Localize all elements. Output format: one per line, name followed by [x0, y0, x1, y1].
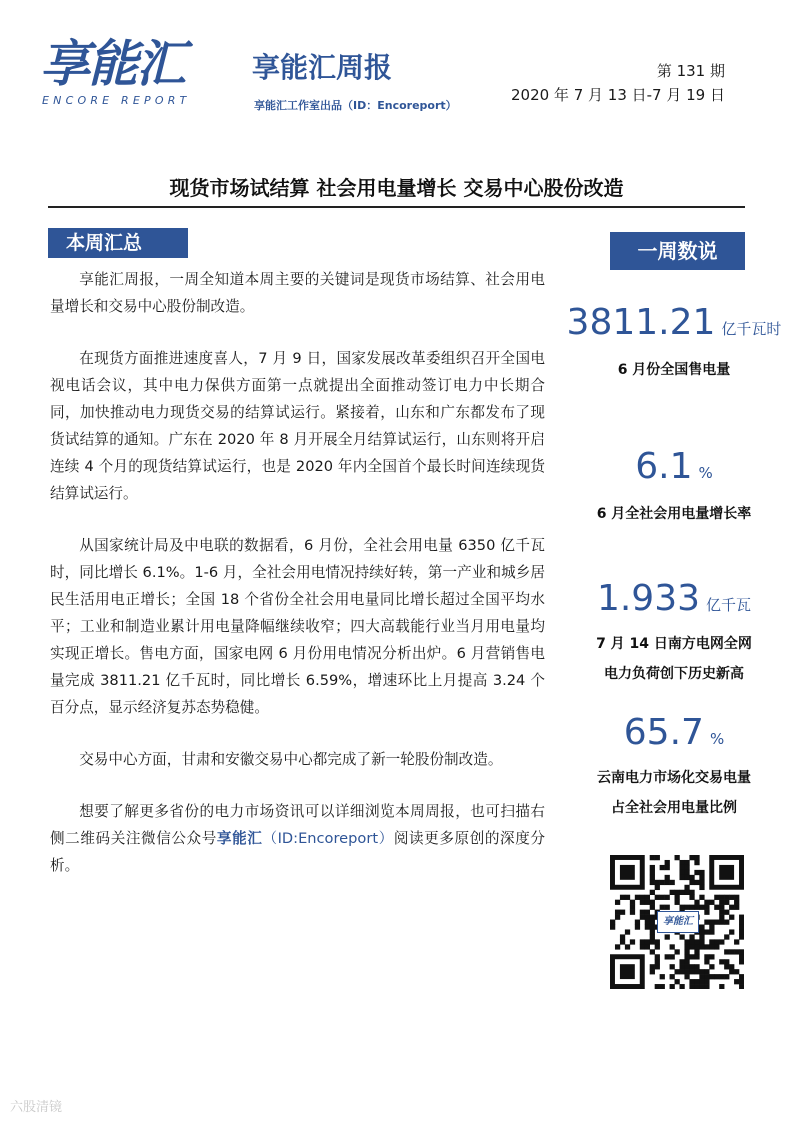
qr-module: [719, 915, 724, 920]
qr-module: [689, 875, 694, 880]
qr-module: [684, 969, 689, 974]
qr-module: [699, 905, 704, 910]
qr-module: [694, 944, 699, 949]
qr-module: [655, 959, 660, 964]
qr-module: [675, 890, 680, 895]
qr-module: [694, 870, 699, 875]
qr-module: [650, 865, 655, 870]
qr-module: [640, 900, 645, 905]
stat-market-share: [555, 712, 793, 823]
qr-module: [645, 920, 650, 925]
stat-peak-load: [555, 578, 793, 689]
qr-module: [704, 979, 709, 984]
qr-module: [739, 984, 744, 989]
qr-module: [655, 944, 660, 949]
qr-module: [679, 934, 684, 939]
qr-module: [699, 880, 704, 885]
qr-module: [699, 875, 704, 880]
qr-module: [684, 974, 689, 979]
qr-module: [699, 974, 704, 979]
qr-module: [679, 860, 684, 865]
watermark: 六股清镜: [10, 1100, 63, 1115]
qr-module: [625, 929, 630, 934]
qr-module: [645, 900, 650, 905]
stat-unit: 亿千瓦时: [721, 320, 782, 338]
qr-module: [699, 939, 704, 944]
qr-module: [729, 949, 734, 954]
qr-module: [729, 905, 734, 910]
headline: 现货市场试结算 社会用电量增长 交易中心股份改造: [169, 176, 624, 200]
qr-module: [675, 900, 680, 905]
brand-subtitle: 享能汇工作室出品（ID：Encoreport）: [254, 99, 457, 112]
qr-module: [650, 949, 655, 954]
qr-module: [645, 895, 650, 900]
qr-module: [679, 890, 684, 895]
qr-module: [655, 984, 660, 989]
paragraph-4: 交易中心方面，甘肃和安徽交易中心都完成了新一轮股份制改造。: [79, 751, 503, 768]
qr-module: [694, 979, 699, 984]
qr-module: [655, 954, 660, 959]
qr-module: [610, 920, 615, 925]
qr-module: [655, 880, 660, 885]
qr-module: [709, 924, 714, 929]
qr-module: [734, 905, 739, 910]
qr-module: [694, 860, 699, 865]
qr-module: [714, 944, 719, 949]
qr-module: [704, 905, 709, 910]
qr-module: [724, 895, 729, 900]
qr-module: [724, 949, 729, 954]
qr-module: [689, 964, 694, 969]
qr-module: [729, 969, 734, 974]
qr-finder-pattern: [620, 865, 635, 880]
qr-module: [689, 934, 694, 939]
qr-module: [650, 934, 655, 939]
qr-module: [684, 959, 689, 964]
qr-module: [714, 939, 719, 944]
qr-module: [679, 984, 684, 989]
qr-module: [640, 910, 645, 915]
qr-module: [704, 959, 709, 964]
qr-module: [684, 939, 689, 944]
qr-module: [704, 984, 709, 989]
qr-module: [670, 984, 675, 989]
qr-module: [709, 974, 714, 979]
qr-module: [724, 959, 729, 964]
qr-module: [719, 895, 724, 900]
section-tag-summary: 本周汇总: [48, 228, 188, 258]
qr-center-logo: 享能汇: [657, 911, 699, 933]
qr-module: [724, 920, 729, 925]
date-range: 2020 年 7 月 13 日-7 月 19 日: [511, 86, 725, 104]
qr-module: [684, 865, 689, 870]
qr-module: [675, 969, 680, 974]
qr-module: [645, 924, 650, 929]
qr-module: [694, 949, 699, 954]
qr-module: [640, 895, 645, 900]
qr-module: [734, 969, 739, 974]
qr-module: [734, 895, 739, 900]
qr-module: [689, 979, 694, 984]
qr-module: [739, 934, 744, 939]
qr-module: [704, 969, 709, 974]
qr-module: [729, 964, 734, 969]
qr-module: [679, 969, 684, 974]
qr-module: [670, 880, 675, 885]
stat-label: 云南电力市场化交易电量: [597, 770, 751, 786]
qr-module: [694, 905, 699, 910]
paragraph-5-text-a: 想要了解更多省份的电力市场资讯可以详细浏览本周周报，也可扫描右侧二维码关注微信公众号: [50, 803, 545, 847]
qr-module: [665, 895, 670, 900]
qr-module: [709, 944, 714, 949]
qr-module: [734, 949, 739, 954]
qr-module: [684, 954, 689, 959]
qr-module: [645, 910, 650, 915]
stat-value: 3811.21: [566, 302, 716, 343]
qr-module: [660, 895, 665, 900]
qr-module: [645, 915, 650, 920]
qr-module: [650, 929, 655, 934]
qr-module: [704, 910, 709, 915]
qr-module: [704, 929, 709, 934]
qr-module: [625, 944, 630, 949]
qr-module: [610, 924, 615, 929]
qr-module: [689, 954, 694, 959]
qr-module: [615, 900, 620, 905]
qr-module: [734, 979, 739, 984]
qr-module: [665, 905, 670, 910]
qr-module: [719, 920, 724, 925]
qr-module: [694, 984, 699, 989]
qr-module: [630, 939, 635, 944]
qr-module: [699, 929, 704, 934]
qr-module: [660, 984, 665, 989]
qr-module: [655, 885, 660, 890]
qr-module: [729, 915, 734, 920]
stat-national-sales: [555, 302, 793, 385]
stat-label-line-2: 电力负荷创下历史新高: [604, 666, 744, 682]
qr-module: [640, 915, 645, 920]
qr-module: [635, 895, 640, 900]
qr-module: [650, 964, 655, 969]
qr-module: [665, 860, 670, 865]
qr-module: [620, 934, 625, 939]
qr-module: [660, 865, 665, 870]
qr-module: [650, 875, 655, 880]
stat-value: 65.7: [623, 712, 704, 753]
qr-module: [739, 915, 744, 920]
qr-module: [650, 924, 655, 929]
qr-module: [675, 855, 680, 860]
qr-module: [704, 920, 709, 925]
qr-module: [650, 915, 655, 920]
qr-module: [689, 880, 694, 885]
qr-module: [714, 905, 719, 910]
qr-module: [670, 890, 675, 895]
qr-module: [630, 905, 635, 910]
qr-module: [655, 964, 660, 969]
qr-module: [684, 890, 689, 895]
qr-module: [670, 944, 675, 949]
qr-module: [660, 974, 665, 979]
qr-module: [655, 855, 660, 860]
qr-module: [620, 895, 625, 900]
qr-module: [650, 880, 655, 885]
headline-divider: [48, 206, 745, 208]
qr-module: [684, 949, 689, 954]
qr-module: [739, 974, 744, 979]
qr-module: [699, 934, 704, 939]
qr-module: [689, 895, 694, 900]
qr-module: [689, 890, 694, 895]
qr-module: [679, 964, 684, 969]
qr-module: [719, 910, 724, 915]
qr-module: [709, 920, 714, 925]
qr-module: [694, 954, 699, 959]
qr-module: [640, 939, 645, 944]
qr-module: [704, 954, 709, 959]
qr-module: [699, 870, 704, 875]
wechat-brand-name: 享能汇: [216, 830, 263, 847]
qr-module: [699, 979, 704, 984]
qr-module: [724, 934, 729, 939]
qr-module: [670, 954, 675, 959]
qr-module: [699, 969, 704, 974]
qr-module: [645, 944, 650, 949]
qr-module: [684, 875, 689, 880]
qr-module: [679, 875, 684, 880]
logo-mark: 享能汇: [40, 35, 184, 93]
qr-module: [625, 895, 630, 900]
qr-module: [684, 885, 689, 890]
qr-module: [699, 895, 704, 900]
qr-module: [704, 944, 709, 949]
stat-unit: 亿千瓦: [706, 596, 752, 614]
qr-module: [675, 979, 680, 984]
qr-module: [675, 949, 680, 954]
qr-module: [679, 865, 684, 870]
qr-module: [739, 929, 744, 934]
qr-module: [655, 895, 660, 900]
qr-module: [719, 900, 724, 905]
qr-module: [704, 900, 709, 905]
qr-module: [650, 905, 655, 910]
qr-module: [709, 939, 714, 944]
qr-module: [709, 964, 714, 969]
qr-module: [655, 939, 660, 944]
qr-module: [679, 959, 684, 964]
qr-module: [694, 969, 699, 974]
qr-module: [739, 949, 744, 954]
paragraph-5-text-b: 阅读更多原创的深度分析。: [50, 830, 545, 874]
qr-module: [660, 905, 665, 910]
qr-module: [709, 929, 714, 934]
qr-module: [615, 915, 620, 920]
qr-module: [650, 855, 655, 860]
qr-module: [719, 959, 724, 964]
stat-unit: %: [698, 464, 713, 482]
qr-module: [739, 959, 744, 964]
qr-module: [684, 870, 689, 875]
qr-module: [724, 900, 729, 905]
qr-module: [615, 910, 620, 915]
stat-label-line-2: 占全社会用电量比例: [611, 800, 737, 816]
qr-module: [684, 964, 689, 969]
paragraph-5: [50, 798, 545, 879]
paragraph-1: 享能汇周报，一周全知道本周主要的关键词是现货市场结算、社会用电量增长和交易中心股份制改造。: [50, 271, 545, 315]
wechat-qr-code[interactable]: [610, 855, 744, 989]
qr-module: [734, 900, 739, 905]
qr-module: [665, 880, 670, 885]
qr-module: [665, 954, 670, 959]
qr-module: [729, 895, 734, 900]
qr-module: [739, 920, 744, 925]
qr-module: [709, 954, 714, 959]
qr-module: [739, 924, 744, 929]
qr-module: [739, 954, 744, 959]
stat-unit: %: [709, 730, 725, 748]
qr-module: [714, 974, 719, 979]
qr-module: [670, 964, 675, 969]
qr-module: [699, 944, 704, 949]
qr-module: [699, 924, 704, 929]
qr-module: [724, 964, 729, 969]
sidebar-tag-numbers: 一周数说: [610, 232, 745, 270]
qr-module: [635, 924, 640, 929]
qr-module: [650, 920, 655, 925]
qr-module: [699, 984, 704, 989]
qr-module: [724, 910, 729, 915]
qr-module: [684, 860, 689, 865]
qr-module: [694, 855, 699, 860]
issue-number: 第 131 期: [656, 62, 725, 80]
paragraph-3: 从国家统计局及中电联的数据看，6 月份，全社会用电量 6350 亿千瓦时，同比增长 6.1%。1-6 月，全社会用电情况持续好转，第一产业和城乡居民生活用电正增长；全国 18 个省份全社会用电量同比增长超过全国平均水平；工业和制造业累计用电量降幅继续收窄；四大高载能行业当月用电量均实现正增长。售电方面，国家电网 6 月份用电情况分析出炉。6 月营销售电量完成 3811.21 亿千瓦时，同比增长 6.59%，增速环比上月提高 3.24 个百分点，显示经济复苏态势稳健。: [50, 537, 545, 716]
qr-module: [640, 944, 645, 949]
summary-body: [50, 266, 545, 904]
stat-label: 6 月份全国售电量: [617, 362, 731, 378]
qr-module: [650, 890, 655, 895]
qr-module: [665, 865, 670, 870]
qr-module: [620, 939, 625, 944]
qr-module: [645, 939, 650, 944]
qr-module: [630, 900, 635, 905]
qr-module: [694, 900, 699, 905]
qr-module: [684, 905, 689, 910]
qr-finder-pattern: [719, 865, 734, 880]
qr-module: [665, 934, 670, 939]
qr-finder-pattern: [620, 964, 635, 979]
qr-module: [714, 895, 719, 900]
logo-subtitle: ENCORE REPORT: [42, 94, 191, 107]
qr-module: [689, 855, 694, 860]
qr-module: [719, 939, 724, 944]
qr-module: [684, 944, 689, 949]
qr-module: [689, 984, 694, 989]
qr-module: [729, 929, 734, 934]
qr-module: [650, 939, 655, 944]
qr-module: [689, 969, 694, 974]
stat-value: 1.933: [596, 578, 701, 619]
qr-module: [635, 920, 640, 925]
qr-module: [709, 900, 714, 905]
qr-module: [650, 900, 655, 905]
qr-module: [719, 905, 724, 910]
brand-title: 享能汇周报: [252, 51, 393, 84]
qr-module: [620, 910, 625, 915]
qr-module: [679, 905, 684, 910]
qr-module: [670, 974, 675, 979]
stat-label: 6 月全社会用电量增长率: [596, 506, 752, 522]
qr-module: [630, 910, 635, 915]
qr-module: [719, 974, 724, 979]
qr-module: [665, 875, 670, 880]
paragraph-2: 在现货方面推进速度喜人，7 月 9 日，国家发展改革委组织召开全国电视电话会议，其中电力保供方面第一点就提出全面推动签订电力中长期合同，加快推动电力现货交易的结算试运行。紧接着，山东和广东都发布了现货试结算的通知。广东在 2020 年 8 月开展全月结算试运行，山东则将开启连续 4 个月的现货结算试运行，也是 2020 年内全国首个最长时间连续现货结算试运行。: [50, 350, 545, 502]
qr-module: [719, 984, 724, 989]
qr-module: [615, 944, 620, 949]
qr-module: [714, 920, 719, 925]
qr-module: [689, 905, 694, 910]
qr-module: [704, 974, 709, 979]
qr-module: [694, 880, 699, 885]
qr-module: [689, 939, 694, 944]
qr-module: [650, 969, 655, 974]
logo: [40, 36, 220, 108]
qr-module: [739, 979, 744, 984]
qr-module: [699, 885, 704, 890]
qr-module: [650, 870, 655, 875]
wechat-id: （ID:Encoreport）: [262, 830, 394, 847]
qr-module: [689, 944, 694, 949]
stat-value: 6.1: [635, 446, 693, 487]
qr-module: [679, 870, 684, 875]
qr-module: [694, 964, 699, 969]
qr-module: [734, 939, 739, 944]
qr-module: [660, 880, 665, 885]
qr-module: [694, 939, 699, 944]
qr-module: [724, 974, 729, 979]
stat-label: 7 月 14 日南方电网全网: [596, 636, 752, 652]
stat-growth-rate: [555, 446, 793, 529]
qr-module: [675, 895, 680, 900]
